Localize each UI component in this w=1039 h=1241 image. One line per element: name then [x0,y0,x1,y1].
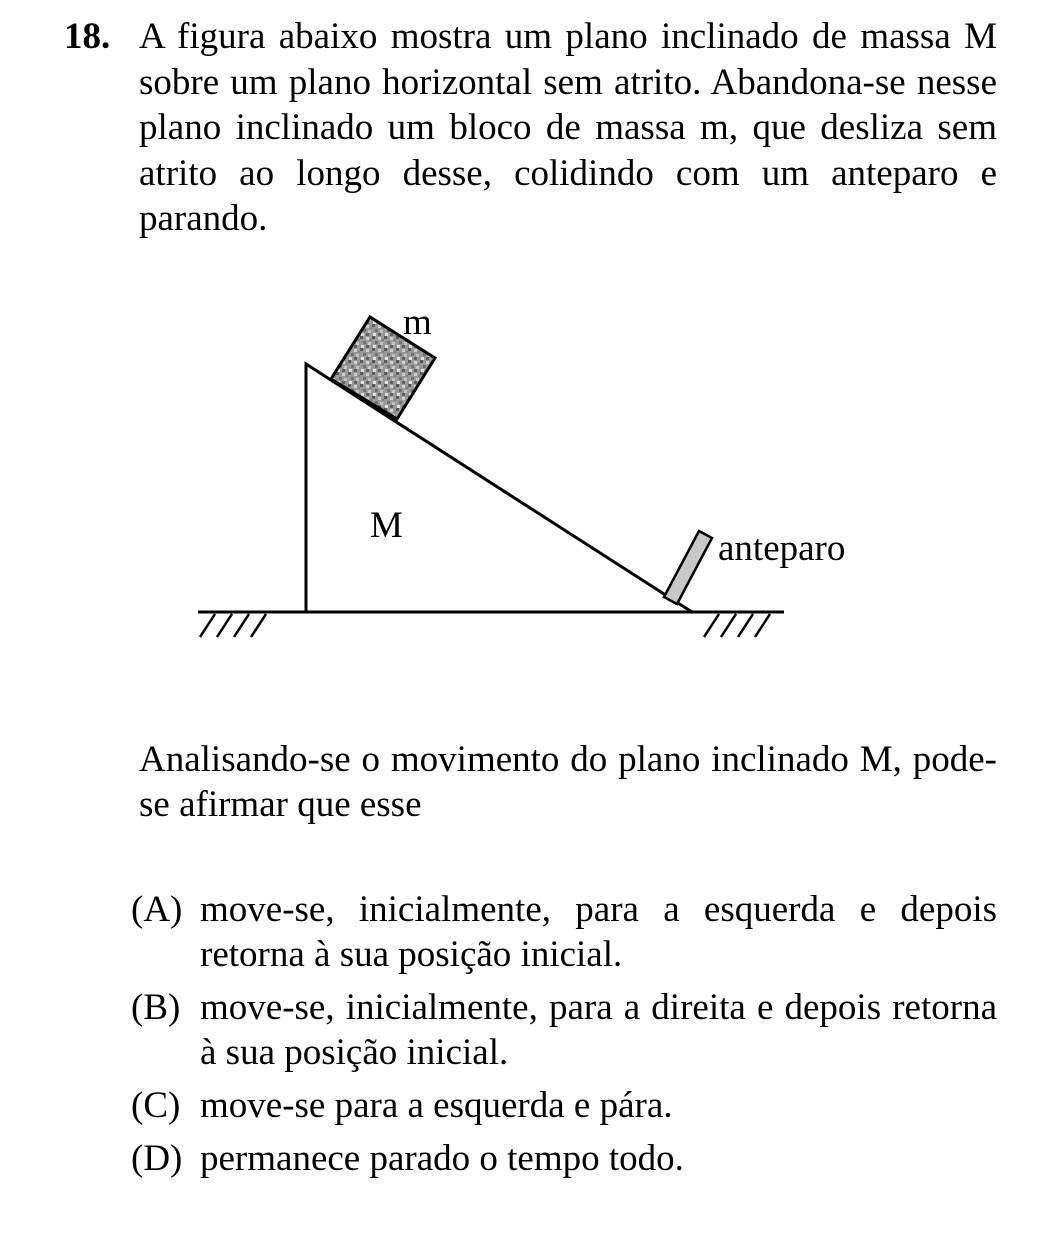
question-prompt: Analisando-se o movimento do plano inclinado M, pode-se afirmar que esse [139,739,997,825]
option-letter: (B) [131,987,181,1028]
wedge-label: M [370,505,403,546]
option-b[interactable] [131,985,997,1075]
option-text: permanece parado o tempo todo. [200,1138,684,1179]
option-text: move-se, inicialmente, para a direita e depois retorna à sua posição inicial. [200,987,997,1073]
option-letter: (C) [131,1085,181,1126]
option-text: move-se, inicialmente, para a esquerda e depois retorna à sua posição inicial. [200,889,997,975]
block-label: m [403,302,432,343]
option-c[interactable] [131,1083,997,1128]
question-stem: A figura abaixo mostra um plano inclinado de massa M sobre um plano horizontal sem atrito. Abandona-se nesse plano inclinado um bloco de massa m, que desliza sem atrito ao longo desse, colidindo com um anteparo e parando. [139,16,997,239]
barrier [664,531,712,604]
option-d[interactable] [131,1136,997,1181]
ground-hatch-left [200,614,266,637]
ground-hatch-right [704,614,770,637]
option-text: move-se para a esquerda e pára. [200,1085,673,1126]
option-a[interactable] [131,887,997,977]
answer-options [131,887,997,1189]
question-number: 18. [64,16,111,57]
barrier-label: anteparo [718,528,846,569]
option-letter: (A) [131,889,183,930]
option-letter: (D) [131,1138,183,1179]
wedge [306,364,692,612]
